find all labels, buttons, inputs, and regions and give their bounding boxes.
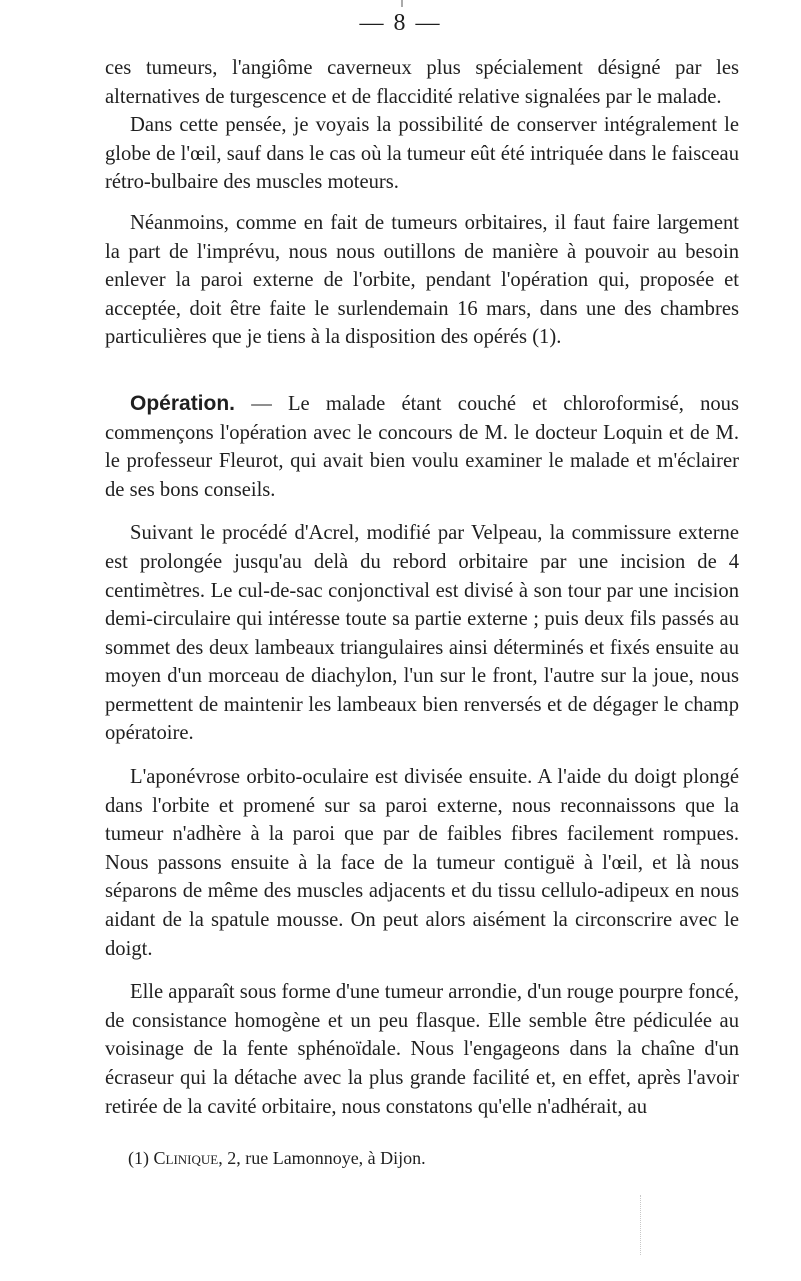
- paragraph: ces tumeurs, l'angiôme caverneux plus spécialement désigné par les alternatives de turgescence et de flaccidité relative signalées par le malade.: [105, 57, 739, 108]
- footnote-marker: (1): [128, 1148, 149, 1168]
- body-text: [105, 54, 739, 1121]
- paragraph: L'aponévrose orbito-oculaire est divisée ensuite. A l'aide du doigt plongé dans l'orbite et promené sur sa paroi externe, nous reconnaissons que la tumeur n'adhère à la paroi que par de faibles fibres facilement rompues. Nous passons ensuite à la face de la tumeur contiguë à l'œil, et là nous séparons de même des muscles adjacents et du tissu cellulo-adipeux en nous aidant de la spatule mousse. On peut alors aisément la circonscrire avec le doigt.: [105, 766, 739, 960]
- paragraph: Elle apparaît sous forme d'une tumeur arrondie, d'un rouge pourpre foncé, de consistance homogène et un peu flasque. Elle semble être pédiculée au voisinage de la fente sphénoïdale. Nous l'engageons dans la chaîne d'un écraseur qui la détache avec la plus grande facilité et, en effet, après l'avoir retirée de la cavité orbitaire, nous constatons qu'elle n'adhérait, au: [105, 981, 740, 1118]
- paper-mark: [640, 1195, 644, 1255]
- footnote-text: , 2, rue Lamonnoye, à Dijon.: [218, 1148, 426, 1168]
- footnote: [128, 1148, 426, 1169]
- operation-paragraph: [105, 390, 739, 504]
- paragraph: Néanmoins, comme en fait de tumeurs orbitaires, il faut faire largement la part de l'imprévu, nous nous outillons de manière à pouvoir au besoin enlever la paroi externe de l'orbite, pendant l'opération qui, proposée et acceptée, doit être faite le surlendemain 16 mars, dans une des chambres particulières que je tiens à la disposition des opérés (1).: [105, 211, 739, 349]
- section-heading: Opération.: [130, 391, 236, 415]
- footnote-label: Clinique: [153, 1148, 219, 1168]
- paragraph: Dans cette pensée, je voyais la possibilité de conserver intégralement le globe de l'œil, sauf dans le cas où la tumeur eût été intriquée dans le faisceau rétro-bulbaire des muscles moteurs.: [105, 114, 739, 194]
- operation-text: — Le malade étant couché et chloroformisé, nous commençons l'opération avec le concours de M. le docteur Loquin et de M. le professeur Fleurot, qui avait bien voulu examiner le malade et m'éclairer de ses bons conseils.: [105, 392, 739, 501]
- paragraph: Suivant le procédé d'Acrel, modifié par Velpeau, la commissure externe est prolongée jusqu'au delà du rebord orbitaire par une incision de 4 centimètres. Le cul-de-sac conjonctival est divisé à son tour par une incision demi-circulaire qui intéresse toute sa partie externe ; puis deux fils passés au sommet des deux lambeaux triangulaires ainsi déterminés et fixés ensuite au moyen d'un morceau de diachylon, l'un sur le front, l'autre sur la joue, nous permettent de maintenir les lambeaux bien renversés et de dégager le champ opératoire.: [105, 522, 739, 745]
- paper-mark: [401, 0, 403, 7]
- page-number: — 8 —: [359, 10, 442, 36]
